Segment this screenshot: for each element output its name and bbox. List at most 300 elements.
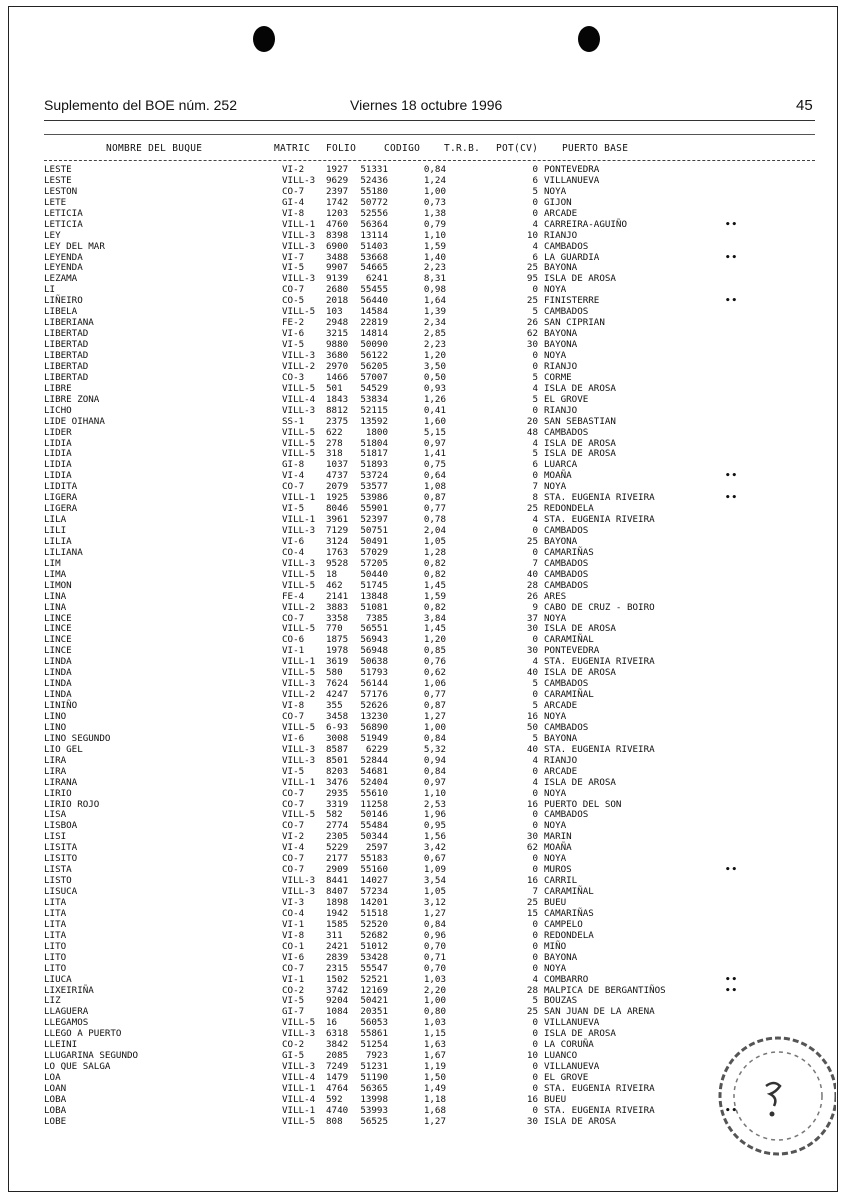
- pot: 10: [526, 1050, 538, 1062]
- trb: 1,28: [423, 546, 446, 558]
- folio: 2141: [326, 590, 349, 602]
- vessel-name: LIO GEL: [44, 743, 83, 755]
- port-base: PONTEVEDRA: [544, 645, 600, 657]
- matric: VI-4: [282, 842, 305, 854]
- codigo: 55547: [360, 962, 388, 974]
- table-row: [0, 886, 850, 897]
- pot: 30: [526, 339, 538, 351]
- trb: 1,05: [423, 535, 446, 547]
- port-base: NOYA: [544, 349, 567, 361]
- matric: CO-2: [282, 984, 305, 996]
- trb: 1,68: [423, 1104, 446, 1116]
- mark: ••: [725, 470, 739, 482]
- matric: CO-7: [282, 787, 305, 799]
- vessel-name: LINDA: [44, 678, 72, 690]
- pot: 0: [532, 196, 538, 208]
- vessel-name: LLEINI: [44, 1039, 78, 1051]
- vessel-name: LESTE: [44, 164, 72, 175]
- col-header-matric: MATRIC: [274, 143, 311, 154]
- port-base: NOYA: [544, 787, 567, 799]
- vessel-name: LINA: [44, 590, 67, 602]
- folio: 9907: [326, 262, 349, 274]
- pot: 37: [526, 612, 538, 624]
- port-base: CAMARIÑAS: [544, 546, 594, 558]
- vessel-name: LINCE: [44, 645, 72, 657]
- pot: 0: [532, 864, 538, 876]
- folio: 1942: [326, 907, 349, 919]
- codigo: 53724: [360, 470, 388, 482]
- folio: 4740: [326, 1104, 349, 1116]
- codigo: 55610: [360, 787, 388, 799]
- folio: 1479: [326, 1072, 349, 1084]
- pot: 0: [532, 525, 538, 537]
- trb: 0,70: [423, 940, 446, 952]
- trb: 0,62: [423, 667, 446, 679]
- trb: 1,20: [423, 634, 446, 646]
- folio: 1978: [326, 645, 349, 657]
- trb: 0,77: [423, 503, 446, 515]
- pot: 5: [532, 732, 538, 744]
- vessel-name: LLAGUERA: [44, 1006, 89, 1018]
- codigo: 50638: [360, 656, 388, 668]
- table-row: [0, 438, 850, 449]
- codigo: 56948: [360, 645, 388, 657]
- matric: VI-1: [282, 918, 305, 930]
- vessel-name: LINO SEGUNDO: [44, 732, 111, 744]
- pot: 0: [532, 820, 538, 832]
- vessel-name: LIBERTAD: [44, 339, 89, 351]
- folio: 318: [326, 448, 343, 460]
- vessel-name: LISA: [44, 809, 67, 821]
- port-base: CAMBADOS: [544, 426, 589, 438]
- pot: 0: [532, 634, 538, 646]
- codigo: 56144: [360, 678, 388, 690]
- port-base: CARAMIÑAL: [544, 634, 594, 646]
- vessel-name: LIMA: [44, 568, 67, 580]
- matric: VI-8: [282, 929, 305, 941]
- mark: ••: [725, 492, 739, 504]
- folio: 3358: [326, 612, 349, 624]
- trb: 0,64: [423, 470, 446, 482]
- mark: ••: [725, 251, 739, 263]
- folio: 355: [326, 700, 343, 712]
- codigo: 51190: [360, 1072, 388, 1084]
- matric: VILL-3: [282, 886, 316, 898]
- codigo: 6241: [365, 273, 388, 285]
- codigo: 53993: [360, 1104, 388, 1116]
- port-base: GIJON: [544, 196, 572, 208]
- vessel-name: LIM: [44, 557, 61, 569]
- pot: 30: [526, 623, 538, 635]
- matric: VILL-3: [282, 875, 316, 887]
- table-row: [0, 558, 850, 569]
- port-base: CARREIRA-AGUIÑO: [544, 218, 627, 230]
- trb: 0,82: [423, 568, 446, 580]
- port-base: VILLANUEVA: [544, 174, 600, 186]
- trb: 1,64: [423, 295, 446, 307]
- folio: 8587: [326, 743, 349, 755]
- pot: 0: [532, 1061, 538, 1073]
- trb: 1,09: [423, 864, 446, 876]
- folio: 9880: [326, 339, 349, 351]
- matric: VI-6: [282, 951, 305, 963]
- port-base: STA. EUGENIA RIVEIRA: [544, 492, 655, 504]
- port-base: REDONDELA: [544, 929, 594, 941]
- folio: 4760: [326, 218, 349, 230]
- pot: 0: [532, 1017, 538, 1029]
- trb: 1,45: [423, 579, 446, 591]
- vessel-name: LISI: [44, 831, 67, 843]
- port-base: BAYONA: [544, 262, 578, 274]
- port-base: BAYONA: [544, 951, 578, 963]
- vessel-name: LITO: [44, 951, 67, 963]
- port-base: CAMPELO: [544, 918, 583, 930]
- port-base: SAN SEBASTIAN: [544, 415, 616, 427]
- folio: 9629: [326, 174, 349, 186]
- trb: 1,56: [423, 831, 446, 843]
- trb: 1,60: [423, 415, 446, 427]
- trb: 0,85: [423, 645, 446, 657]
- matric: VILL-3: [282, 754, 316, 766]
- codigo: 56122: [360, 349, 388, 361]
- codigo: 52521: [360, 973, 388, 985]
- codigo: 51331: [360, 164, 388, 175]
- table-row: [0, 941, 850, 952]
- mark: ••: [725, 973, 739, 985]
- vessel-name: LO QUE SALGA: [44, 1061, 111, 1073]
- trb: 0,79: [423, 218, 446, 230]
- table-row: [0, 514, 850, 525]
- folio: 8407: [326, 886, 349, 898]
- matric: VILL-3: [282, 678, 316, 690]
- codigo: 57007: [360, 371, 388, 383]
- trb: 2,53: [423, 798, 446, 810]
- vessel-name: LISTO: [44, 875, 72, 887]
- port-base: BUEU: [544, 896, 567, 908]
- port-base: PUERTO DEL SON: [544, 798, 622, 810]
- port-base: MIÑO: [544, 940, 567, 952]
- vessel-name: LILIA: [44, 535, 72, 547]
- folio: 1843: [326, 393, 349, 405]
- table-row: [0, 985, 850, 996]
- trb: 1,06: [423, 678, 446, 690]
- codigo: 57029: [360, 546, 388, 558]
- matric: GI-7: [282, 1006, 305, 1018]
- table-row: [0, 306, 850, 317]
- folio: 8441: [326, 875, 349, 887]
- matric: VILL-3: [282, 557, 316, 569]
- table-row: [0, 974, 850, 985]
- pot: 16: [526, 798, 538, 810]
- pot: 0: [532, 918, 538, 930]
- codigo: 50090: [360, 339, 388, 351]
- trb: 1,41: [423, 448, 446, 460]
- vessel-name: LIRANA: [44, 776, 78, 788]
- vessel-name: LITA: [44, 896, 67, 908]
- port-base: RIANJO: [544, 404, 578, 416]
- table-row: [0, 470, 850, 481]
- folio: 1037: [326, 459, 349, 471]
- matric: VILL-3: [282, 349, 316, 361]
- pot: 0: [532, 284, 538, 296]
- codigo: 52844: [360, 754, 388, 766]
- pot: 30: [526, 645, 538, 657]
- col-header-trb: T.R.B.: [444, 143, 481, 154]
- table-row: [0, 930, 850, 941]
- vessel-name: LOBA: [44, 1104, 67, 1116]
- table-row: [0, 536, 850, 547]
- folio: 1502: [326, 973, 349, 985]
- vessel-name: LIUCA: [44, 973, 72, 985]
- table-row: [0, 459, 850, 470]
- codigo: 56053: [360, 1017, 388, 1029]
- vessel-name: LLEGAMOS: [44, 1017, 89, 1029]
- folio: 9139: [326, 273, 349, 285]
- trb: 1,63: [423, 1039, 446, 1051]
- matric: VI-4: [282, 470, 305, 482]
- pot: 4: [532, 776, 538, 788]
- pot: 0: [532, 809, 538, 821]
- matric: CO-1: [282, 940, 305, 952]
- table-row: [0, 219, 850, 230]
- trb: 0,93: [423, 382, 446, 394]
- vessel-name: LIXEIRIÑA: [44, 984, 94, 996]
- pot: 25: [526, 262, 538, 274]
- pot: 4: [532, 218, 538, 230]
- matric: VI-5: [282, 765, 305, 777]
- page-number: 45: [796, 97, 813, 114]
- vessel-name: LITA: [44, 918, 67, 930]
- vessel-name: LIBERTAD: [44, 349, 89, 361]
- pot: 0: [532, 1104, 538, 1116]
- vessel-name: LIDIA: [44, 459, 72, 471]
- matric: VILL-1: [282, 1104, 316, 1116]
- pot: 4: [532, 754, 538, 766]
- port-base: NOYA: [544, 185, 567, 197]
- table-row: [0, 722, 850, 733]
- pot: 4: [532, 514, 538, 526]
- port-base: SAN JUAN DE LA ARENA: [544, 1006, 655, 1018]
- codigo: 51081: [360, 601, 388, 613]
- matric: CO-6: [282, 634, 305, 646]
- vessel-name: LEZAMA: [44, 273, 78, 285]
- trb: 0,84: [423, 164, 446, 175]
- trb: 0,87: [423, 700, 446, 712]
- vessel-name: LIDER: [44, 426, 72, 438]
- pot: 7: [532, 886, 538, 898]
- folio: 2909: [326, 864, 349, 876]
- trb: 1,27: [423, 1115, 446, 1127]
- pot: 25: [526, 896, 538, 908]
- folio: 16: [326, 1017, 338, 1029]
- table-row: [0, 842, 850, 853]
- port-base: CAMBADOS: [544, 809, 589, 821]
- codigo: 56943: [360, 634, 388, 646]
- folio: 4247: [326, 689, 349, 701]
- trb: 0,94: [423, 754, 446, 766]
- trb: 0,50: [423, 371, 446, 383]
- folio: 2305: [326, 831, 349, 843]
- port-base: STA. EUGENIA RIVEIRA: [544, 1082, 655, 1094]
- vessel-name: LINCE: [44, 612, 72, 624]
- codigo: 56364: [360, 218, 388, 230]
- port-base: NOYA: [544, 711, 567, 722]
- folio: 2774: [326, 820, 349, 832]
- pot: 28: [526, 579, 538, 591]
- pot: 62: [526, 328, 538, 340]
- table-row: [0, 613, 850, 624]
- folio: 103: [326, 306, 343, 318]
- table-row: [0, 799, 850, 810]
- folio: 8046: [326, 503, 349, 515]
- trb: 0,84: [423, 732, 446, 744]
- folio: 6900: [326, 240, 349, 252]
- pot: 6: [532, 251, 538, 263]
- vessel-name: LINCE: [44, 623, 72, 635]
- port-base: BAYONA: [544, 339, 578, 351]
- codigo: 54665: [360, 262, 388, 274]
- port-base: CARRIL: [544, 875, 578, 887]
- trb: 1,00: [423, 721, 446, 733]
- pot: 26: [526, 317, 538, 329]
- table-row: [0, 197, 850, 208]
- folio: 3742: [326, 984, 349, 996]
- trb: 2,20: [423, 984, 446, 996]
- vessel-name: LIDIA: [44, 437, 72, 449]
- trb: 3,54: [423, 875, 446, 887]
- table-row: [0, 919, 850, 930]
- codigo: 56440: [360, 295, 388, 307]
- folio: 278: [326, 437, 343, 449]
- pot: 0: [532, 951, 538, 963]
- vessel-name: LETICIA: [44, 218, 83, 230]
- matric: VILL-5: [282, 426, 316, 438]
- codigo: 50344: [360, 831, 388, 843]
- vessel-name: LINO: [44, 711, 67, 722]
- pot: 26: [526, 590, 538, 602]
- table-row: [0, 295, 850, 306]
- trb: 0,82: [423, 601, 446, 613]
- vessel-name: LINDA: [44, 667, 72, 679]
- vessel-name: LISITA: [44, 842, 78, 854]
- table-row: [0, 591, 850, 602]
- vessel-name: LOBA: [44, 1093, 67, 1105]
- port-base: ISLA DE AROSA: [544, 448, 616, 460]
- matric: VILL-5: [282, 623, 316, 635]
- pot: 40: [526, 568, 538, 580]
- trb: 2,04: [423, 525, 446, 537]
- codigo: 50491: [360, 535, 388, 547]
- port-base: RIANJO: [544, 360, 578, 372]
- folio: 462: [326, 579, 343, 591]
- vessel-name: LILIANA: [44, 546, 83, 558]
- codigo: 2597: [365, 842, 388, 854]
- port-base: BAYONA: [544, 535, 578, 547]
- port-base: COMBARRO: [544, 973, 589, 985]
- folio: 2177: [326, 853, 349, 865]
- table-row: [0, 317, 850, 328]
- pot: 30: [526, 1115, 538, 1127]
- port-base: CORME: [544, 371, 572, 383]
- matric: VILL-5: [282, 579, 316, 591]
- pot: 0: [532, 1028, 538, 1040]
- folio: 1585: [326, 918, 349, 930]
- codigo: 13114: [360, 229, 388, 241]
- matric: FE-2: [282, 317, 305, 329]
- codigo: 52626: [360, 700, 388, 712]
- table-row: [0, 777, 850, 788]
- matric: VILL-3: [282, 1061, 316, 1073]
- header-rule: [44, 120, 815, 121]
- folio: 2375: [326, 415, 349, 427]
- trb: 0,77: [423, 689, 446, 701]
- port-base: ISLA DE AROSA: [544, 623, 616, 635]
- trb: 1,27: [423, 711, 446, 722]
- table-row: [0, 208, 850, 219]
- folio: 1763: [326, 546, 349, 558]
- trb: 2,85: [423, 328, 446, 340]
- matric: VILL-3: [282, 229, 316, 241]
- pot: 0: [532, 689, 538, 701]
- vessel-name: LINDA: [44, 656, 72, 668]
- trb: 0,73: [423, 196, 446, 208]
- vessel-name: LIDIA: [44, 470, 72, 482]
- trb: 1,08: [423, 481, 446, 493]
- table-row: [0, 875, 850, 886]
- codigo: 13848: [360, 590, 388, 602]
- trb: 0,75: [423, 459, 446, 471]
- table-row: [0, 580, 850, 591]
- table-row: [0, 1006, 850, 1017]
- trb: 1,39: [423, 306, 446, 318]
- port-base: CAMBADOS: [544, 525, 589, 537]
- port-base: MOAÑA: [544, 470, 572, 482]
- codigo: 56365: [360, 1082, 388, 1094]
- trb: 1,00: [423, 185, 446, 197]
- matric: CO-7: [282, 284, 305, 296]
- codigo: 13592: [360, 415, 388, 427]
- vessel-name: LIGERA: [44, 492, 78, 504]
- matric: CO-7: [282, 820, 305, 832]
- folio: 808: [326, 1115, 343, 1127]
- vessel-name: LITO: [44, 962, 67, 974]
- table-row: [0, 372, 850, 383]
- table-row: [0, 273, 850, 284]
- trb: 0,84: [423, 918, 446, 930]
- codigo: 53577: [360, 481, 388, 493]
- codigo: 51804: [360, 437, 388, 449]
- vessel-name: LEYENDA: [44, 251, 83, 263]
- trb: 0,97: [423, 437, 446, 449]
- codigo: 50751: [360, 525, 388, 537]
- vessel-name: LINO: [44, 721, 67, 733]
- matric: CO-7: [282, 853, 305, 865]
- pot: 15: [526, 907, 538, 919]
- codigo: 55455: [360, 284, 388, 296]
- pot: 8: [532, 492, 538, 504]
- trb: 0,70: [423, 962, 446, 974]
- folio: 9528: [326, 557, 349, 569]
- pot: 25: [526, 295, 538, 307]
- folio: 9204: [326, 995, 349, 1007]
- trb: 0,87: [423, 492, 446, 504]
- trb: 1,50: [423, 1072, 446, 1084]
- port-base: RIANJO: [544, 754, 578, 766]
- punch-hole-left: [253, 26, 275, 52]
- codigo: 14027: [360, 875, 388, 887]
- codigo: 56525: [360, 1115, 388, 1127]
- matric: VI-2: [282, 164, 305, 175]
